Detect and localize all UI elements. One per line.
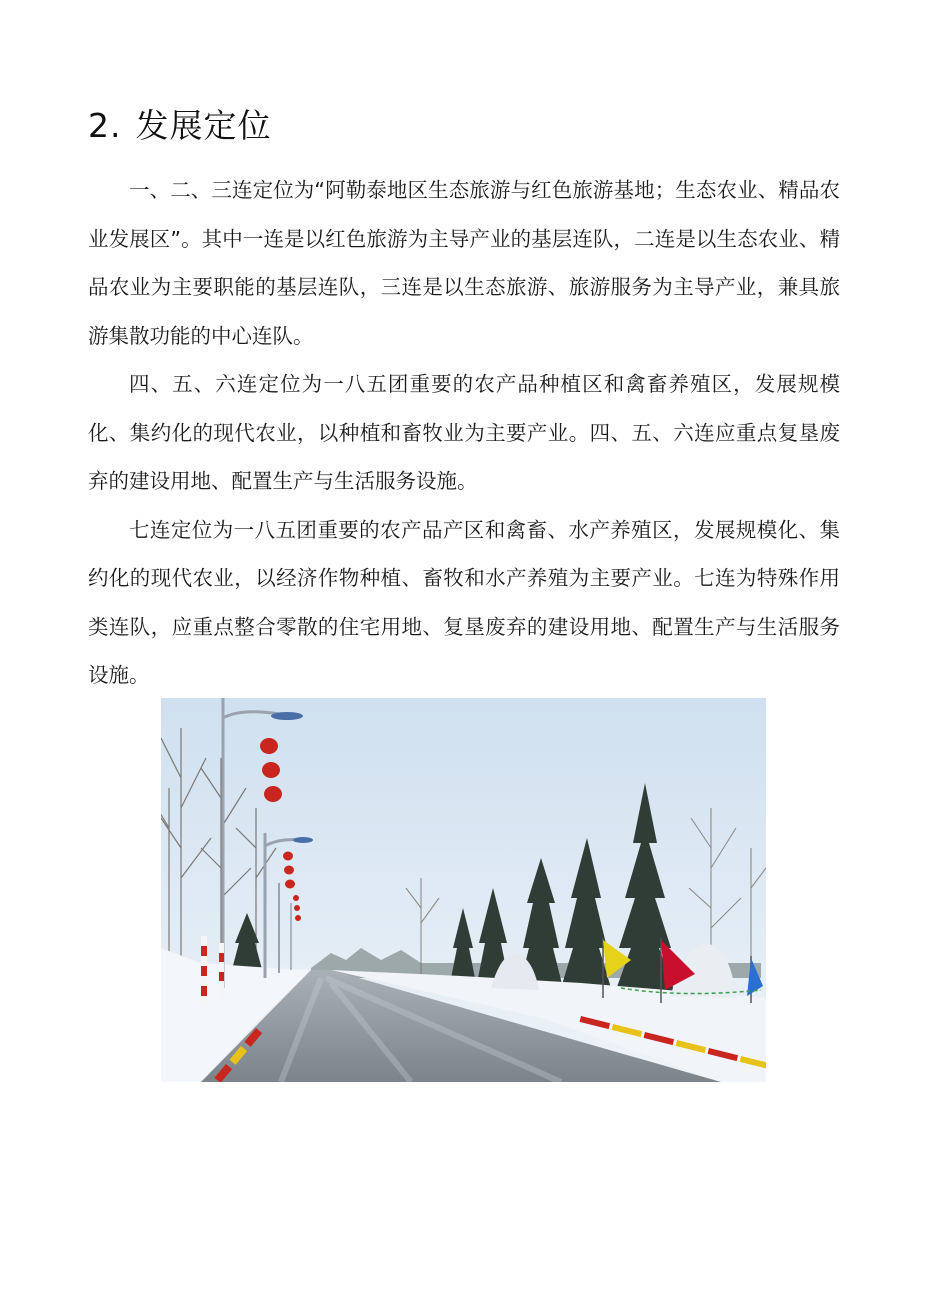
paragraph-company-7: 七连定位为一八五团重要的农产品产区和禽畜、水产养殖区，发展规模化、集约化的现代农业，以经济作物种植、畜牧和水产养殖为主要产业。七连为特殊作用类连队，应重点整合零散的住宅用地、复垦废弃的建设用地、配置生产与生活服务设施。	[88, 517, 840, 687]
section-number: 2.	[88, 106, 122, 145]
section-heading	[88, 104, 272, 148]
lamp-head	[271, 712, 303, 720]
section-title: 发展定位	[135, 106, 272, 145]
paragraph-companies-4-6: 四、五、六连定位为一八五团重要的农产品种植区和禽畜养殖区，发展规模化、集约化的现代农业，以种植和畜牧业为主要产业。四、五、六连应重点复垦废弃的建设用地、配置生产与生活服务设施。	[88, 372, 840, 493]
snowy-road-photo	[161, 698, 766, 1082]
lamp-head	[293, 837, 313, 843]
paragraph-companies-1-3: 一、二、三连定位为“阿勒泰地区生态旅游与红色旅游基地；生态农业、精品农业发展区”。其中一连是以红色旅游为主导产业的基层连队，二连是以生态农业、精品农业为主要职能的基层连队，三连是以生态旅游、旅游服务为主导产业，兼具旅游集散功能的中心连队。	[88, 178, 840, 348]
body-text	[88, 166, 840, 700]
